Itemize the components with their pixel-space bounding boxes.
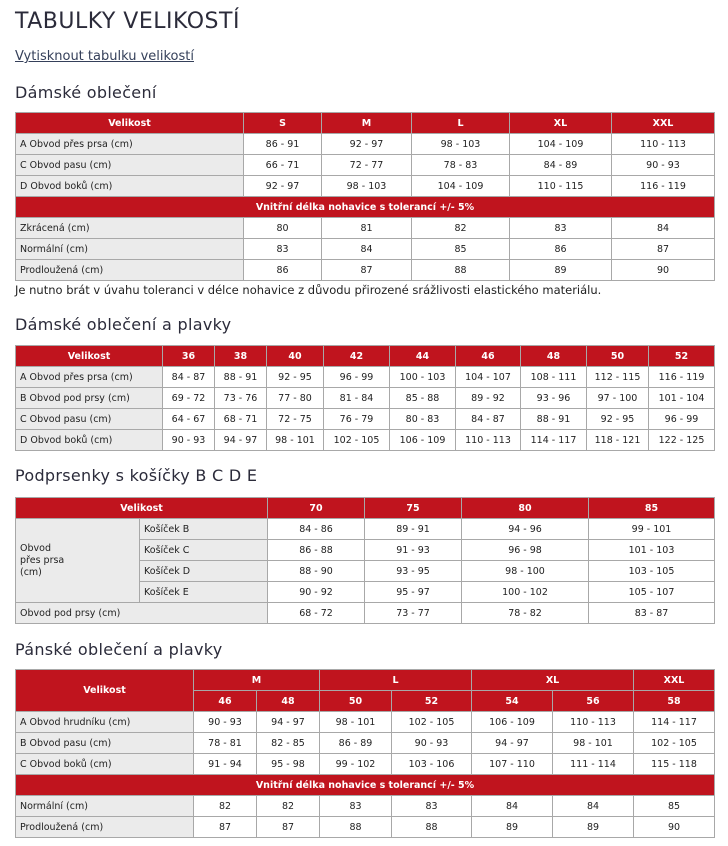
row-label: B Obvod pod prsy (cm): [16, 388, 163, 409]
size-cell: 106 - 109: [472, 712, 553, 733]
size-label-header: Velikost: [16, 670, 194, 712]
size-cell: 98 - 101: [267, 430, 324, 451]
size-cell: 98 - 101: [320, 712, 392, 733]
size-cell: 90 - 93: [163, 430, 215, 451]
size-cell: 98 - 100: [462, 561, 589, 582]
size-label-header: Velikost: [16, 498, 268, 519]
table-row: [16, 796, 715, 817]
size-cell: 88: [392, 817, 472, 838]
size-group-row: [16, 670, 715, 691]
cup-label: Košíček C: [140, 540, 268, 561]
size-cell: 118 - 121: [587, 430, 649, 451]
size-cell: 110 - 113: [612, 134, 715, 155]
size-cell: 69 - 72: [163, 388, 215, 409]
size-header: 48: [257, 691, 320, 712]
table-row: [16, 603, 715, 624]
size-header: 85: [589, 498, 715, 519]
women-heading: Dámské oblečení: [15, 83, 157, 102]
size-cell: 90 - 93: [194, 712, 257, 733]
size-header: 58: [634, 691, 715, 712]
bras-heading: Podprsenky s košíčky B C D E: [15, 466, 258, 485]
row-label: B Obvod pasu (cm): [16, 733, 194, 754]
size-header: 42: [324, 346, 390, 367]
size-header: 54: [472, 691, 553, 712]
size-cell: 111 - 114: [553, 754, 634, 775]
size-cell: 101 - 104: [649, 388, 715, 409]
size-cell: 87: [194, 817, 257, 838]
size-cell: 93 - 95: [365, 561, 462, 582]
size-group-header: XXL: [634, 670, 715, 691]
table-row: [16, 176, 715, 197]
size-cell: 89: [553, 817, 634, 838]
size-cell: 99 - 102: [320, 754, 392, 775]
size-header: 46: [456, 346, 521, 367]
size-cell: 98 - 101: [553, 733, 634, 754]
size-header: 46: [194, 691, 257, 712]
size-cell: 83 - 87: [589, 603, 715, 624]
size-header: XL: [510, 113, 612, 134]
bras-size-table: [15, 497, 715, 624]
row-label: Prodloužená (cm): [16, 260, 244, 281]
print-size-chart-link[interactable]: Vytisknout tabulku velikostí: [15, 49, 194, 64]
size-cell: 84: [612, 218, 715, 239]
size-header: XXL: [612, 113, 715, 134]
row-label: D Obvod boků (cm): [16, 430, 163, 451]
size-cell: 92 - 95: [267, 367, 324, 388]
size-cell: 104 - 107: [456, 367, 521, 388]
row-label: C Obvod boků (cm): [16, 754, 194, 775]
size-cell: 91 - 94: [194, 754, 257, 775]
size-cell: 64 - 67: [163, 409, 215, 430]
size-cell: 94 - 97: [472, 733, 553, 754]
size-header: 56: [553, 691, 634, 712]
size-cell: 97 - 100: [587, 388, 649, 409]
size-cell: 108 - 111: [521, 367, 587, 388]
size-cell: 85: [634, 796, 715, 817]
size-cell: 72 - 77: [322, 155, 412, 176]
size-cell: 116 - 119: [612, 176, 715, 197]
table-row: [16, 367, 715, 388]
size-cell: 88 - 91: [521, 409, 587, 430]
size-header: 52: [392, 691, 472, 712]
size-cell: 87: [322, 260, 412, 281]
size-cell: 94 - 97: [215, 430, 267, 451]
page-title: TABULKY VELIKOSTÍ: [15, 9, 240, 34]
row-group-label: Obvod přes prsa (cm): [16, 519, 140, 603]
size-cell: 85 - 88: [390, 388, 456, 409]
size-header: M: [322, 113, 412, 134]
size-cell: 86: [510, 239, 612, 260]
size-cell: 81: [322, 218, 412, 239]
inseam-header-row: [16, 775, 715, 796]
table-row: [16, 260, 715, 281]
size-cell: 100 - 103: [390, 367, 456, 388]
size-cell: 86 - 91: [244, 134, 322, 155]
row-label: Zkrácená (cm): [16, 218, 244, 239]
size-cell: 103 - 105: [589, 561, 715, 582]
size-header: 52: [649, 346, 715, 367]
size-header: L: [412, 113, 510, 134]
size-cell: 68 - 72: [268, 603, 365, 624]
size-label-header: Velikost: [16, 113, 244, 134]
size-cell: 107 - 110: [472, 754, 553, 775]
size-header: S: [244, 113, 322, 134]
inseam-header-row: [16, 197, 715, 218]
size-cell: 98 - 103: [412, 134, 510, 155]
size-header: 50: [320, 691, 392, 712]
size-cell: 104 - 109: [510, 134, 612, 155]
size-cell: 99 - 101: [589, 519, 715, 540]
men-heading: Pánské oblečení a plavky: [15, 640, 223, 659]
size-header: 38: [215, 346, 267, 367]
row-label: C Obvod pasu (cm): [16, 409, 163, 430]
size-cell: 66 - 71: [244, 155, 322, 176]
size-cell: 89: [472, 817, 553, 838]
size-label-header: Velikost: [16, 346, 163, 367]
size-cell: 82 - 85: [257, 733, 320, 754]
size-header: 48: [521, 346, 587, 367]
row-label: Normální (cm): [16, 239, 244, 260]
size-cell: 78 - 81: [194, 733, 257, 754]
size-cell: 102 - 105: [324, 430, 390, 451]
size-header: 44: [390, 346, 456, 367]
header-row: [16, 113, 715, 134]
size-cell: 102 - 105: [392, 712, 472, 733]
size-cell: 93 - 96: [521, 388, 587, 409]
table-row: [16, 733, 715, 754]
table-row: [16, 409, 715, 430]
size-cell: 89 - 92: [456, 388, 521, 409]
size-cell: 101 - 103: [589, 540, 715, 561]
size-cell: 73 - 77: [365, 603, 462, 624]
size-cell: 92 - 95: [587, 409, 649, 430]
size-cell: 86 - 88: [268, 540, 365, 561]
row-label: Obvod pod prsy (cm): [16, 603, 268, 624]
size-cell: 88: [320, 817, 392, 838]
table-row: [16, 712, 715, 733]
size-cell: 94 - 97: [257, 712, 320, 733]
size-cell: 87: [612, 239, 715, 260]
size-cell: 112 - 115: [587, 367, 649, 388]
size-cell: 90 - 93: [392, 733, 472, 754]
size-cell: 85: [412, 239, 510, 260]
size-cell: 86: [244, 260, 322, 281]
size-cell: 96 - 99: [649, 409, 715, 430]
size-cell: 91 - 93: [365, 540, 462, 561]
size-cell: 105 - 107: [589, 582, 715, 603]
table-row: [16, 817, 715, 838]
size-group-header: L: [320, 670, 472, 691]
size-cell: 95 - 98: [257, 754, 320, 775]
size-cell: 81 - 84: [324, 388, 390, 409]
size-header: 50: [587, 346, 649, 367]
cup-label: Košíček D: [140, 561, 268, 582]
size-cell: 114 - 117: [521, 430, 587, 451]
row-label: D Obvod boků (cm): [16, 176, 244, 197]
table-row: [16, 239, 715, 260]
table-row: [16, 430, 715, 451]
size-cell: 115 - 118: [634, 754, 715, 775]
size-cell: 82: [194, 796, 257, 817]
header-row: [16, 498, 715, 519]
size-cell: 84 - 89: [510, 155, 612, 176]
size-cell: 96 - 99: [324, 367, 390, 388]
size-cell: 77 - 80: [267, 388, 324, 409]
size-cell: 92 - 97: [322, 134, 412, 155]
size-cell: 102 - 105: [634, 733, 715, 754]
size-cell: 83: [510, 218, 612, 239]
size-cell: 88 - 90: [268, 561, 365, 582]
size-cell: 103 - 106: [392, 754, 472, 775]
size-cell: 110 - 115: [510, 176, 612, 197]
size-cell: 83: [392, 796, 472, 817]
size-cell: 82: [257, 796, 320, 817]
size-cell: 114 - 117: [634, 712, 715, 733]
table-row: [16, 388, 715, 409]
women-size-table: [15, 112, 715, 281]
size-header: 75: [365, 498, 462, 519]
table-row: [16, 754, 715, 775]
women-swim-size-table: [15, 345, 715, 451]
size-cell: 95 - 97: [365, 582, 462, 603]
size-cell: 84: [472, 796, 553, 817]
size-cell: 88: [412, 260, 510, 281]
size-cell: 100 - 102: [462, 582, 589, 603]
row-label: A Obvod přes prsa (cm): [16, 134, 244, 155]
size-cell: 87: [257, 817, 320, 838]
cup-label: Košíček E: [140, 582, 268, 603]
size-cell: 76 - 79: [324, 409, 390, 430]
table-row: [16, 519, 715, 540]
size-cell: 78 - 83: [412, 155, 510, 176]
header-row: [16, 346, 715, 367]
row-label: Prodloužená (cm): [16, 817, 194, 838]
inseam-header: Vnitřní délka nohavice s tolerancí +/- 5%: [16, 197, 715, 218]
size-cell: 84 - 86: [268, 519, 365, 540]
size-cell: 92 - 97: [244, 176, 322, 197]
size-cell: 116 - 119: [649, 367, 715, 388]
size-header: 40: [267, 346, 324, 367]
size-cell: 84 - 87: [456, 409, 521, 430]
size-cell: 110 - 113: [553, 712, 634, 733]
size-cell: 84 - 87: [163, 367, 215, 388]
size-group-header: XL: [472, 670, 634, 691]
size-cell: 82: [412, 218, 510, 239]
size-cell: 104 - 109: [412, 176, 510, 197]
size-cell: 98 - 103: [322, 176, 412, 197]
size-cell: 110 - 113: [456, 430, 521, 451]
size-cell: 83: [320, 796, 392, 817]
size-header: 36: [163, 346, 215, 367]
inseam-header: Vnitřní délka nohavice s tolerancí +/- 5%: [16, 775, 715, 796]
size-cell: 78 - 82: [462, 603, 589, 624]
size-cell: 80: [244, 218, 322, 239]
size-cell: 89: [510, 260, 612, 281]
size-cell: 84: [553, 796, 634, 817]
size-cell: 73 - 76: [215, 388, 267, 409]
size-cell: 88 - 91: [215, 367, 267, 388]
size-group-header: M: [194, 670, 320, 691]
size-cell: 90 - 92: [268, 582, 365, 603]
row-label: Normální (cm): [16, 796, 194, 817]
size-cell: 90: [634, 817, 715, 838]
table-row: [16, 134, 715, 155]
row-label: A Obvod přes prsa (cm): [16, 367, 163, 388]
size-cell: 83: [244, 239, 322, 260]
table-row: [16, 218, 715, 239]
size-cell: 122 - 125: [649, 430, 715, 451]
row-label: C Obvod pasu (cm): [16, 155, 244, 176]
size-cell: 90: [612, 260, 715, 281]
size-cell: 72 - 75: [267, 409, 324, 430]
size-cell: 96 - 98: [462, 540, 589, 561]
men-size-table: [15, 669, 715, 838]
size-header: 70: [268, 498, 365, 519]
table-row: [16, 155, 715, 176]
size-cell: 86 - 89: [320, 733, 392, 754]
size-cell: 94 - 96: [462, 519, 589, 540]
cup-label: Košíček B: [140, 519, 268, 540]
tolerance-note: Je nutno brát v úvahu toleranci v délce nohavice z důvodu přirozené srážlivosti elastického materiálu.: [15, 283, 602, 297]
size-cell: 90 - 93: [612, 155, 715, 176]
size-cell: 106 - 109: [390, 430, 456, 451]
size-cell: 68 - 71: [215, 409, 267, 430]
size-cell: 80 - 83: [390, 409, 456, 430]
row-label: A Obvod hrudníku (cm): [16, 712, 194, 733]
women-swim-heading: Dámské oblečení a plavky: [15, 315, 232, 334]
size-header: 80: [462, 498, 589, 519]
size-cell: 84: [322, 239, 412, 260]
size-cell: 89 - 91: [365, 519, 462, 540]
